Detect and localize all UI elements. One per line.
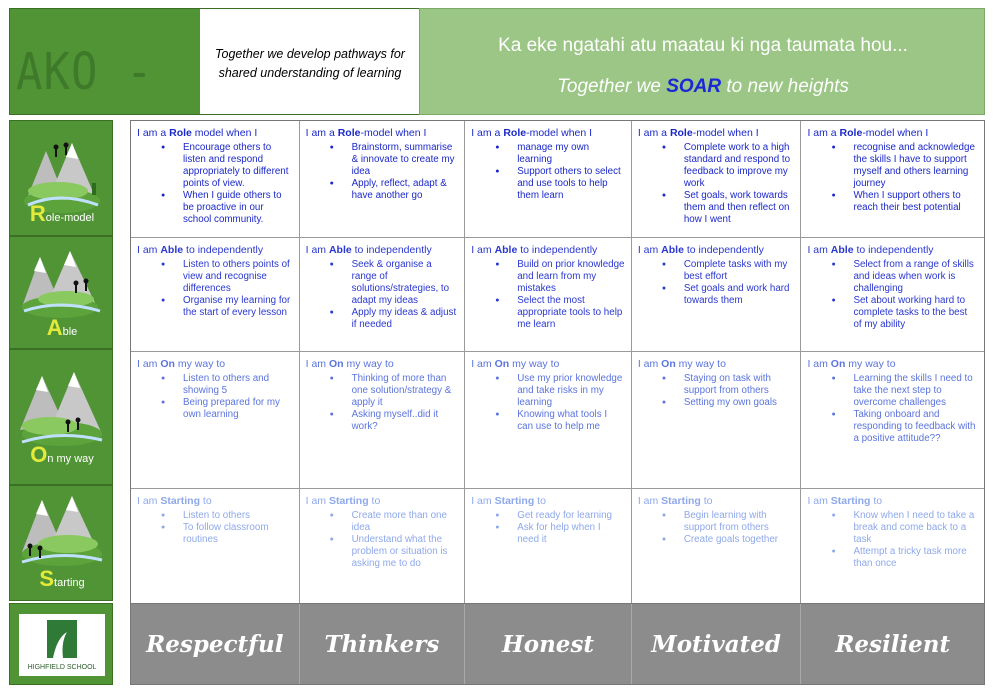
list-item: ● Apply my ideas & adjust if needed	[330, 307, 459, 331]
rubric-cell	[131, 352, 300, 488]
cell-heading: I am Starting to	[637, 495, 713, 507]
rubric-cell	[801, 121, 984, 237]
cell-heading: I am Able to independently	[471, 244, 598, 256]
rubric-row	[131, 121, 984, 238]
value-label: Resilient	[835, 630, 951, 658]
list-item: ● Select from a range of skills and ideas when work is challenging	[831, 259, 978, 295]
rubric-cell	[131, 238, 300, 351]
ako-title: AKO -	[16, 43, 154, 102]
english-motto: Together we SOAR to new heights	[557, 76, 849, 97]
list-item: ● When I support others to reach their best potential	[831, 190, 978, 214]
cell-list	[306, 373, 459, 433]
list-item: ● Organise my learning for the start of every lesson	[161, 295, 293, 319]
list-item: ● When I guide others to be proactive in our school community.	[161, 190, 293, 226]
header-left-panel	[9, 8, 419, 115]
list-item: ● Select the most appropriate tools to help me learn	[495, 295, 625, 331]
cell-heading: I am On my way to	[471, 358, 560, 370]
list-item: ● Build on prior knowledge and learn from my mistakes	[495, 259, 625, 295]
list-item: ● Get ready for learning	[495, 510, 625, 522]
cell-heading: I am On my way to	[807, 358, 896, 370]
cell-heading: I am On my way to	[137, 358, 226, 370]
level-letter: S	[39, 566, 55, 591]
level-icon-on-my-way	[9, 349, 113, 485]
cell-heading: I am a Role model when I	[137, 127, 258, 139]
cell-list	[306, 510, 459, 570]
list-item: ● Set about working hard to complete tasks to the best of my ability	[831, 295, 978, 331]
values-row	[130, 603, 985, 685]
cell-heading: I am Starting to	[305, 495, 381, 507]
cell-heading: I am Starting to	[137, 495, 212, 507]
list-item: ● Taking onboard and responding to feedback with a positive attitude??	[831, 409, 978, 445]
cell-list	[137, 259, 293, 319]
cell-heading: I am Able to independently	[137, 244, 264, 256]
rubric-cell	[300, 121, 466, 237]
level-icon-able	[9, 236, 113, 349]
rubric-row	[131, 352, 984, 489]
value-label: Motivated	[632, 604, 802, 684]
level-letter: O	[30, 442, 48, 467]
list-item: ● To follow classroom routines	[161, 522, 293, 546]
cell-list	[807, 510, 978, 570]
cell-heading: I am Able to independently	[305, 244, 432, 256]
cell-heading: I am Able to independently	[807, 244, 934, 256]
list-item: ● Attempt a tricky task more than once	[831, 546, 978, 570]
value-label: Thinkers	[300, 604, 466, 684]
rubric-cell	[465, 238, 632, 351]
school-logo	[9, 603, 113, 685]
cell-heading: I am a Role-model when I	[471, 127, 593, 139]
school-name: HIGHFIELD SCHOOL	[27, 664, 97, 671]
list-item: ● Ask for help when I need it	[495, 522, 625, 546]
list-item: ● Understand what the problem or situation is asking me to do	[330, 534, 459, 570]
list-item: ● Brainstorm, summarise & innovate to create my idea	[330, 142, 459, 178]
cell-list	[306, 142, 459, 202]
maori-motto: Ka eke ngatahi atu maatau ki nga taumata hou...	[498, 35, 908, 56]
list-item: ● Use my prior knowledge and take risks in my learning	[495, 373, 625, 409]
list-item: ● Listen to others and showing 5	[161, 373, 293, 397]
list-item: ● Learning the skills I need to take the next step to overcome challenges	[831, 373, 978, 409]
level-letter: A	[46, 315, 63, 340]
rubric-cell	[632, 238, 802, 351]
rubric-cell	[632, 121, 802, 237]
cell-list	[471, 373, 625, 433]
cell-heading: I am a Role-model when I	[305, 127, 427, 139]
list-item: ● Asking myself..did it work?	[330, 409, 459, 433]
cell-list	[471, 510, 625, 546]
rubric-cell	[131, 489, 300, 605]
cell-list	[638, 373, 795, 409]
list-item: ● Know when I need to take a break and come back to a task	[831, 510, 978, 546]
cell-list	[638, 259, 795, 307]
cell-list	[471, 259, 625, 331]
header-right-panel	[419, 8, 985, 115]
cell-list	[137, 373, 293, 421]
list-item: ● Apply, reflect, adapt & have another go	[330, 178, 459, 202]
cell-list	[306, 259, 459, 331]
rubric-cell	[465, 489, 632, 605]
list-item: ● Complete work to a high standard and respond to feedback to improve my work	[662, 142, 795, 190]
cell-list	[807, 142, 978, 214]
cell-heading: I am On my way to	[305, 358, 394, 370]
cell-list	[471, 142, 625, 202]
list-item: ● Set goals and work hard towards them	[662, 283, 795, 307]
rubric-row	[131, 489, 984, 605]
value-label: Honest	[465, 604, 632, 684]
value-label: Respectful	[131, 604, 300, 684]
list-item: ● Complete tasks with my best effort	[662, 259, 795, 283]
level-letter: R	[29, 201, 46, 226]
rubric-cell	[801, 489, 984, 605]
level-icon-starting	[9, 485, 113, 601]
soar-word: SOAR	[666, 76, 722, 97]
list-item: ● Create goals together	[662, 534, 795, 546]
list-item: ● Being prepared for my own learning	[161, 397, 293, 421]
list-item: ● Seek & organise a range of solutions/strategies, to adapt my ideas	[330, 259, 459, 307]
list-item: ● Set goals, work towards them and then reflect on how I went	[662, 190, 795, 226]
cell-list	[807, 259, 978, 331]
list-item: ● Create more than one idea	[330, 510, 459, 534]
cell-heading: I am a Role-model when I	[637, 127, 759, 139]
cell-list	[807, 373, 978, 445]
level-label: n my way	[47, 453, 94, 465]
cell-list	[638, 510, 795, 546]
cell-heading: I am Able to independently	[637, 244, 764, 256]
rubric-row	[131, 238, 984, 352]
rubric-cell	[300, 238, 466, 351]
list-item: ● recognise and acknowledge the skills I have to support myself and others learning journey	[831, 142, 978, 190]
rubric-cell	[801, 238, 984, 351]
cell-heading: I am On my way to	[637, 358, 726, 370]
rubric-cell	[131, 121, 300, 237]
cell-list	[137, 510, 293, 546]
level-label: ble	[62, 326, 78, 338]
level-label: tarting	[54, 577, 85, 589]
rubric-cell	[632, 352, 802, 488]
list-item: ● Encourage others to listen and respond appropriately to different points of view.	[161, 142, 293, 190]
rubric-cell	[465, 121, 632, 237]
rubric-cell	[300, 352, 466, 488]
list-item: ● Staying on task with support from others	[662, 373, 795, 397]
cell-heading: I am Starting to	[471, 495, 546, 507]
list-item: ● Listen to others	[161, 510, 293, 522]
rubric-cell	[300, 489, 466, 605]
cell-heading: I am a Role-model when I	[807, 127, 929, 139]
cell-list	[638, 142, 795, 226]
list-item: ● manage my own learning	[495, 142, 625, 166]
highfield-logo-icon	[19, 614, 105, 664]
list-item: ● Begin learning with support from others	[662, 510, 795, 534]
list-item: ● Support others to select and use tools to help them learn	[495, 166, 625, 202]
list-item: ● Knowing what tools I can use to help me	[495, 409, 625, 433]
rubric-cell	[465, 352, 632, 488]
header-tagline: Together we develop pathways for shared understanding of learning	[215, 47, 405, 80]
list-item: ● Setting my own goals	[662, 397, 795, 409]
rubric-grid	[130, 120, 985, 606]
level-icon-role-model	[9, 120, 113, 236]
rubric-cell	[801, 352, 984, 488]
level-label: ole-model	[45, 212, 95, 224]
rubric-cell	[632, 489, 802, 605]
list-item: ● Listen to others points of view and recognise differences	[161, 259, 293, 295]
cell-heading: I am Starting to	[807, 495, 883, 507]
list-item: ● Thinking of more than one solution/strategy & apply it	[330, 373, 459, 409]
cell-list	[137, 142, 293, 226]
